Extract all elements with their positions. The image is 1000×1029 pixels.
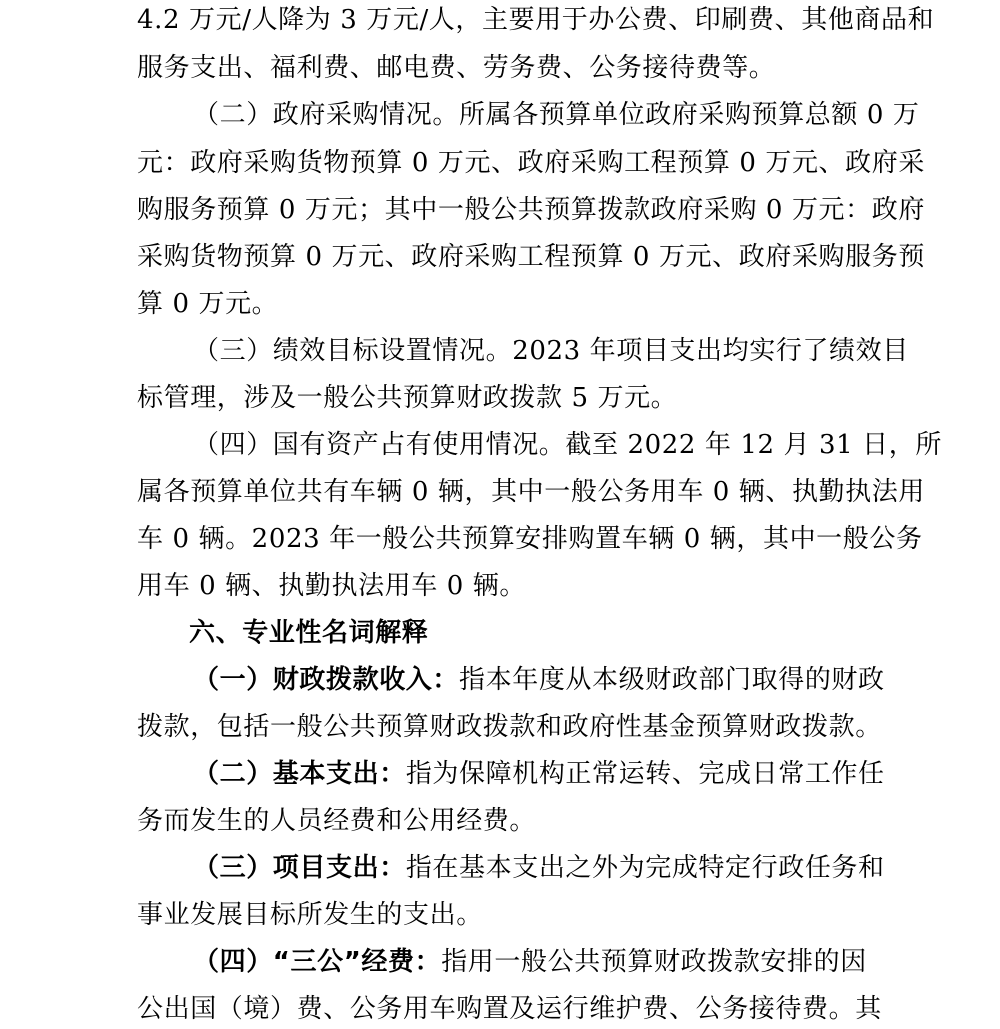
- text-line: 车 0 辆。2023 年一般公共预算安排购置车辆 0 辆，其中一般公务: [137, 524, 923, 554]
- term-text: 指在基本支出之外为完成特定行政任务和: [405, 853, 885, 883]
- text-line: 用车 0 辆、执勤执法用车 0 辆。: [137, 571, 526, 601]
- paragraph-government-procurement: （二）政府采购情况。所属各预算单位政府采购预算总额 0 万: [193, 100, 920, 130]
- term-label: （一）财政拨款收入：: [193, 665, 460, 695]
- text-line: 事业发展目标所发生的支出。: [137, 900, 483, 930]
- text-line: 标管理，涉及一般公共预算财政拨款 5 万元。: [137, 383, 678, 413]
- term-text: 指用一般公共预算财政拨款安排的因: [441, 947, 867, 977]
- term-label: （四）“三公”经费：: [193, 947, 442, 977]
- text-line: 属各预算单位共有车辆 0 辆，其中一般公务用车 0 辆、执勤执法用: [137, 477, 925, 507]
- term-definition-basic-expenditure: [193, 754, 885, 794]
- text-line: 4.2 万元/人降为 3 万元/人，主要用于办公费、印刷费、其他商品和: [137, 5, 935, 35]
- term-label: （二）基本支出：: [193, 759, 406, 789]
- text-line: 购服务预算 0 万元；其中一般公共预算拨款政府采购 0 万元：政府: [137, 195, 925, 225]
- text-line: 元：政府采购货物预算 0 万元、政府采购工程预算 0 万元、政府采: [137, 148, 925, 178]
- text-line: 拨款，包括一般公共预算财政拨款和政府性基金预算财政拨款。: [137, 712, 882, 742]
- paragraph-performance-targets: （三）绩效目标设置情况。2023 年项目支出均实行了绩效目: [193, 336, 909, 366]
- term-text: 指本年度从本级财政部门取得的财政: [459, 665, 885, 695]
- text-line: 公出国（境）费、公务用车购置及运行维护费、公务接待费。其: [137, 994, 882, 1024]
- term-text: 指为保障机构正常运转、完成日常工作任: [405, 759, 885, 789]
- text-line: 采购货物预算 0 万元、政府采购工程预算 0 万元、政府采购服务预: [137, 242, 925, 272]
- text-line: 算 0 万元。: [137, 289, 279, 319]
- text-line: 服务支出、福利费、邮电费、劳务费、公务接待费等。: [137, 53, 776, 83]
- term-label: （三）项目支出：: [193, 853, 406, 883]
- paragraph-state-assets: （四）国有资产占有使用情况。截至 2022 年 12 月 31 日，所: [193, 430, 942, 460]
- document-page: [137, 0, 942, 1024]
- term-definition-three-public: [193, 942, 867, 982]
- section-heading: 六、专业性名词解释: [189, 618, 429, 648]
- term-definition-fiscal-revenue: [193, 660, 885, 700]
- text-line: 务而发生的人员经费和公用经费。: [137, 806, 537, 836]
- term-definition-project-expenditure: [193, 848, 885, 888]
